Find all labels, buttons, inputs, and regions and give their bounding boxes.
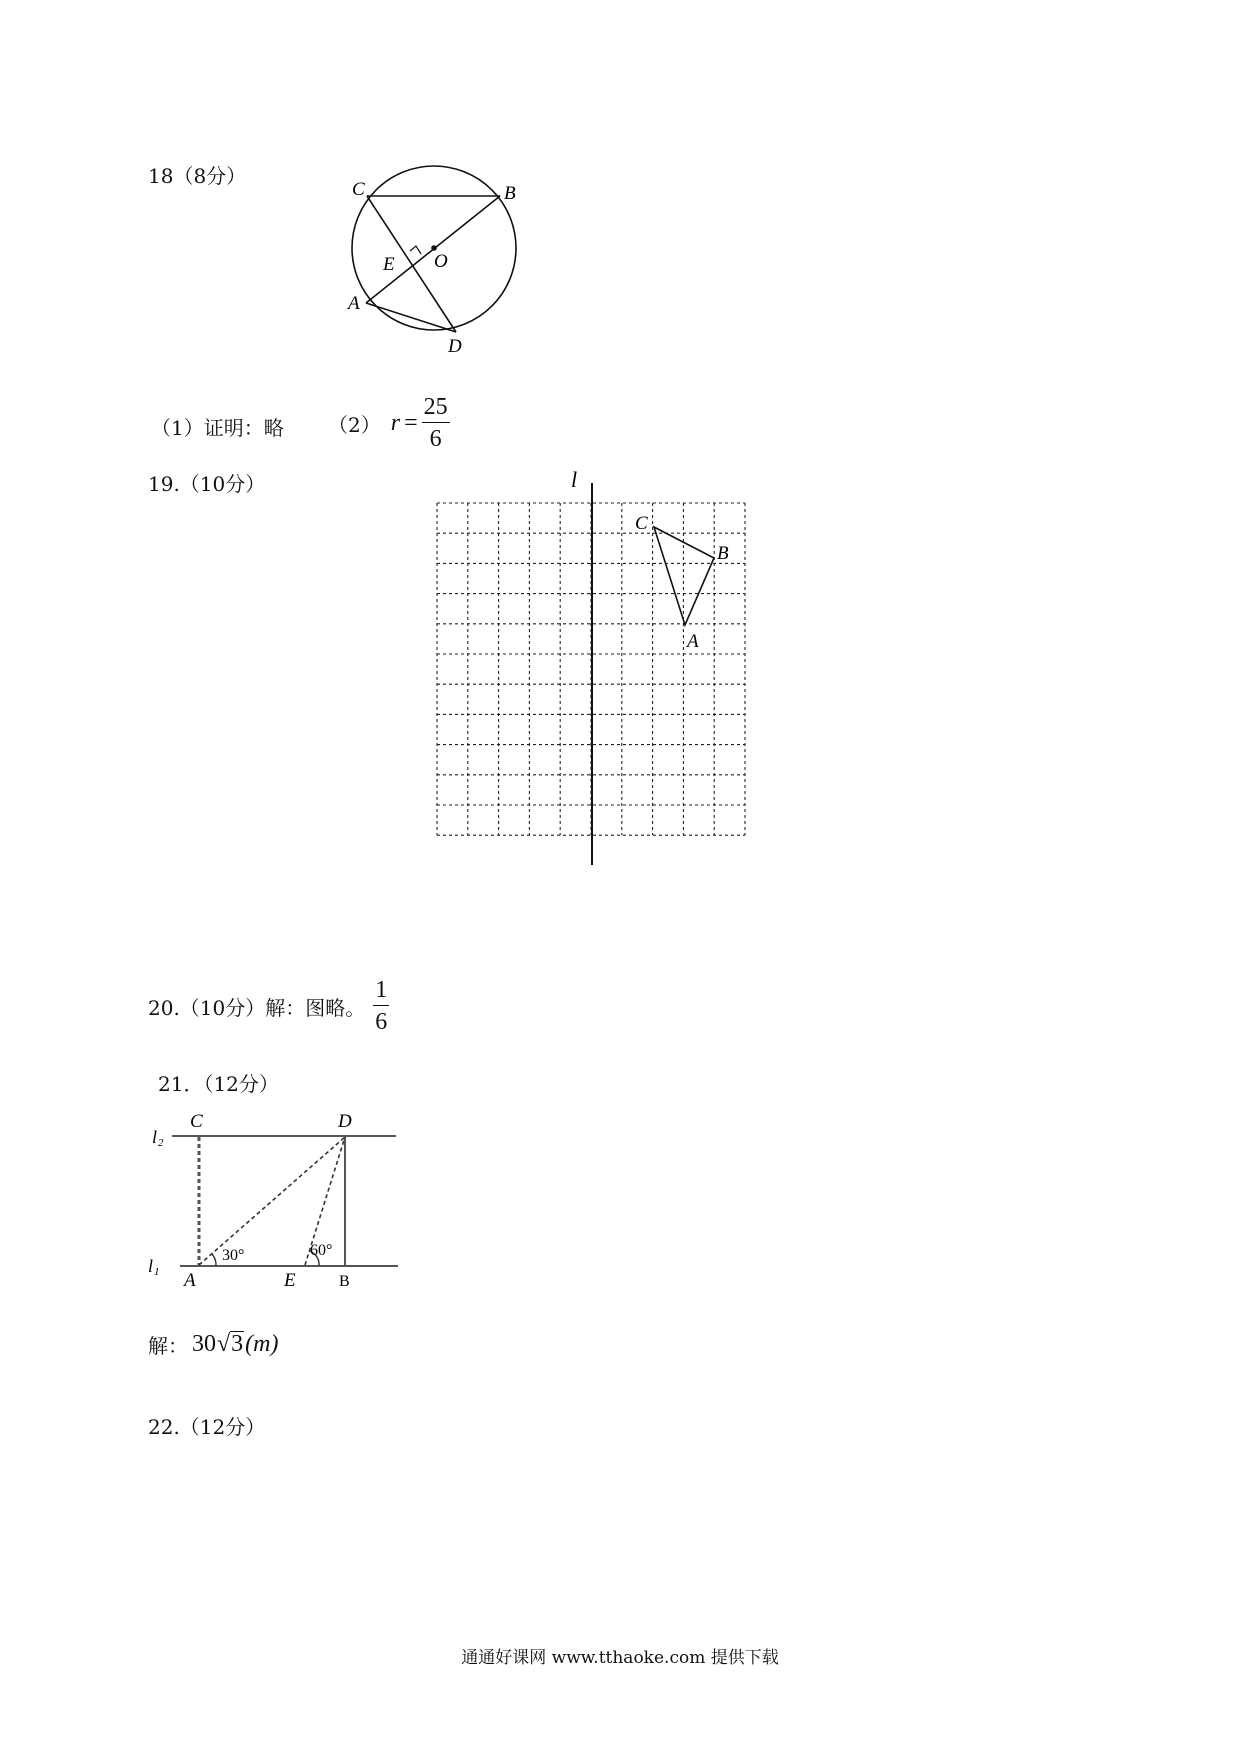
q22-heading: 22.（12分） [148, 1415, 266, 1439]
q21-label-b: B [339, 1273, 350, 1290]
q21-label-l1-sub: 1 [154, 1266, 160, 1278]
q18-answer-denominator: 6 [429, 426, 442, 452]
q21-answer [148, 1330, 279, 1359]
q20-answer [148, 978, 389, 1034]
q20-fraction [373, 978, 389, 1034]
q18-answer-part2-prefix: （2） [328, 412, 381, 437]
q18-answer-part2 [328, 395, 450, 451]
q21-label-l2: l [152, 1127, 158, 1147]
q21-answer-unit: (m) [245, 1331, 279, 1357]
q21-label-e: E [284, 1270, 296, 1291]
q18-answer-part1: （1）证明：略 [151, 416, 284, 440]
q21-heading: 21．（12分） [158, 1072, 279, 1096]
q21-figure [140, 1105, 410, 1295]
page-footer: 通通好课网 www.tthaoke.com 提供下载 [461, 1648, 779, 1668]
q20-numerator: 1 [373, 978, 389, 1006]
q19-heading: 19.（10分） [148, 472, 266, 496]
q18-answer-eq: = [404, 409, 418, 436]
q21-label-l2-sub: 2 [158, 1137, 164, 1149]
q19-triangle [654, 527, 714, 625]
q21-answer-radicand: 3 [231, 1331, 244, 1358]
q19-label-c: C [635, 513, 648, 534]
q19-label-b: B [717, 543, 729, 564]
q21-angle-30: 30° [222, 1247, 245, 1264]
q20-denominator: 6 [375, 1009, 388, 1035]
q18-answer-numerator: 25 [422, 395, 450, 423]
q18-label-d: D [448, 336, 462, 357]
q18-circle-figure [330, 165, 530, 365]
q18-heading: 18（8分） [148, 164, 247, 188]
q20-text: 20.（10分）解：图略。 [148, 995, 366, 1020]
q21-answer-coef: 30 [192, 1331, 216, 1357]
q18-label-e: E [383, 254, 395, 275]
q21-label-c: C [190, 1111, 203, 1132]
q21-angle-60: 60° [310, 1242, 333, 1259]
q19-label-a: A [687, 631, 699, 652]
q18-answer-fraction [422, 395, 450, 451]
q18-answer-var: r [390, 409, 401, 436]
sqrt-icon: √ [217, 1331, 231, 1357]
q19-grid-figure [425, 465, 765, 870]
q18-label-o: O [434, 251, 448, 272]
q19-label-l: l [571, 467, 578, 492]
q21-answer-prefix: 解： [148, 1334, 188, 1358]
q18-label-b: B [504, 183, 516, 204]
q21-label-d: D [338, 1111, 352, 1132]
q18-label-c: C [352, 179, 365, 200]
q21-label-l1: l [148, 1256, 154, 1276]
q18-label-a: A [348, 293, 360, 314]
q21-label-a: A [184, 1270, 196, 1291]
